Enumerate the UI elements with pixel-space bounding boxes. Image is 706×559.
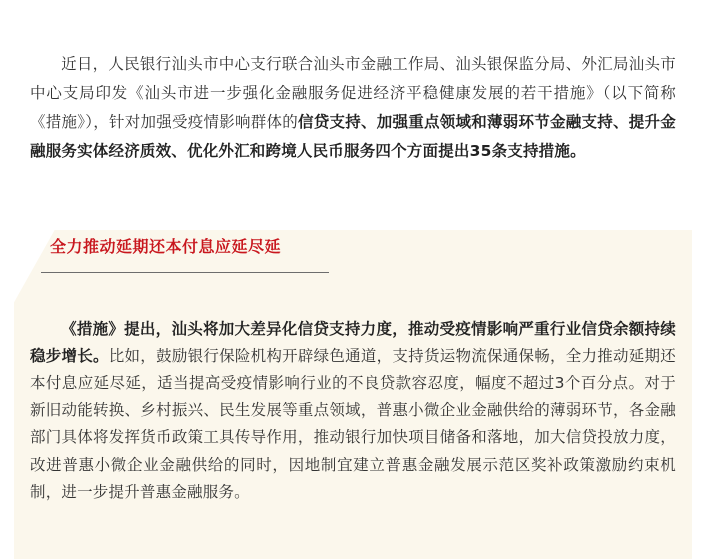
- heading-divider: [41, 272, 329, 273]
- section-body-paragraph: [30, 316, 676, 506]
- intro-bold-text: 信贷支持、加强重点领域和薄弱环节金融支持、提升金融服务实体经济质效、优化外汇和跨境人民币服务四个方面提出35条支持措施。: [30, 112, 676, 160]
- section-bold-text: 《措施》提出，汕头将加大差异化信贷支持力度，推动受疫情影响严重行业信贷余额持续稳步增长。: [30, 319, 676, 365]
- section-body-text: 比如，鼓励银行保险机构开辟绿色通道，支持货运物流保通保畅，全力推动延期还本付息应延尽延，适当提高受疫情影响行业的不良贷款容忍度，幅度不超过3个百分点。对于新旧动能转换、乡村振兴、民生发展等重点领域，普惠小微企业金融供给的薄弱环节，各金融部门具体将发挥货币政策工具传导作用，推动银行加快项目储备和落地，加大信贷投放力度，改进普惠小微企业金融供给的同时，因地制宜建立普惠金融发展示范区奖补政策激励约束机制，进一步提升普惠金融服务。: [30, 346, 676, 501]
- intro-paragraph: [30, 50, 676, 166]
- intro-text: 近日，人民银行汕头市中心支行联合汕头市金融工作局、汕头银保监分局、外汇局汕头市中心支局印发《汕头市进一步强化金融服务促进经济平稳健康发展的若干措施》（以下简称《措施》），针对加强受疫情影响群体的: [30, 54, 676, 131]
- section-heading: 全力推动延期还本付息应延尽延: [50, 237, 282, 256]
